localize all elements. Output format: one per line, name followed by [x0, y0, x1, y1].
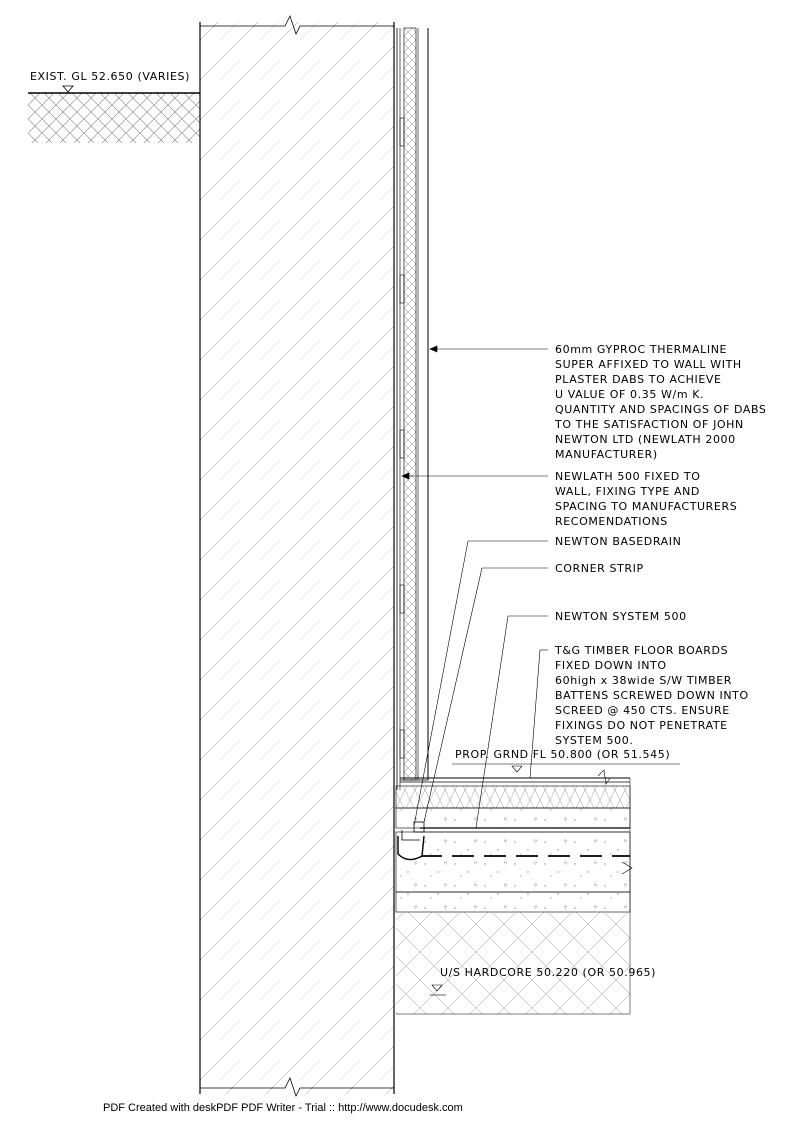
note-line: T&G TIMBER FLOOR BOARDS [555, 644, 729, 657]
note-line: QUANTITY AND SPACINGS OF DABS [555, 403, 767, 416]
note-floor-boards [555, 643, 749, 748]
note-line: U VALUE OF 0.35 W/m K. [555, 388, 705, 401]
proposed-floor-level-label: PROP. GRND FL 50.800 (OR 51.545) [455, 748, 671, 761]
note-line: NEWTON LTD (NEWLATH 2000 [555, 433, 736, 446]
note-line: SCREED @ 450 CTS. ENSURE [555, 704, 730, 717]
note-thermaline [555, 342, 767, 462]
note-line: 60mm GYPROC THERMALINE [555, 343, 728, 356]
note-line: SPACING TO MANUFACTURERS [555, 500, 738, 513]
note-newlath [555, 469, 737, 529]
note-line: FIXINGS DO NOT PENETRATE [555, 719, 728, 732]
level-marker-icon [63, 86, 73, 92]
note-line: PLASTER DABS TO ACHIEVE [555, 373, 722, 386]
note-line: SUPER AFFIXED TO WALL WITH [555, 358, 742, 371]
note-line: NEWLATH 500 FIXED TO [555, 470, 701, 483]
note-line: BATTENS SCREWED DOWN INTO [555, 689, 749, 702]
note-system500: NEWTON SYSTEM 500 [555, 610, 687, 623]
masonry-wall [200, 16, 394, 1096]
note-line: TO THE SATISFACTION OF JOHN [555, 418, 744, 431]
note-line: 60high x 38wide S/W TIMBER [555, 674, 733, 687]
note-line: SYSTEM 500. [555, 734, 634, 747]
existing-ground [28, 86, 200, 143]
note-line: WALL, FIXING TYPE AND [555, 485, 700, 498]
note-corner-strip: CORNER STRIP [555, 562, 644, 575]
wall-lining [397, 28, 428, 790]
pdf-footer: PDF Created with deskPDF PDF Writer - Trial :: http://www.docudesk.com [103, 1102, 463, 1114]
note-line: MANUFACTURER) [555, 448, 658, 461]
note-line: FIXED DOWN INTO [555, 659, 667, 672]
note-basedrain: NEWTON BASEDRAIN [555, 535, 682, 548]
hardcore-level-label: U/S HARDCORE 50.220 (OR 50.965) [440, 966, 657, 979]
note-line: RECOMENDATIONS [555, 515, 668, 528]
existing-ground-level-label: EXIST. GL 52.650 (VARIES) [30, 70, 191, 83]
